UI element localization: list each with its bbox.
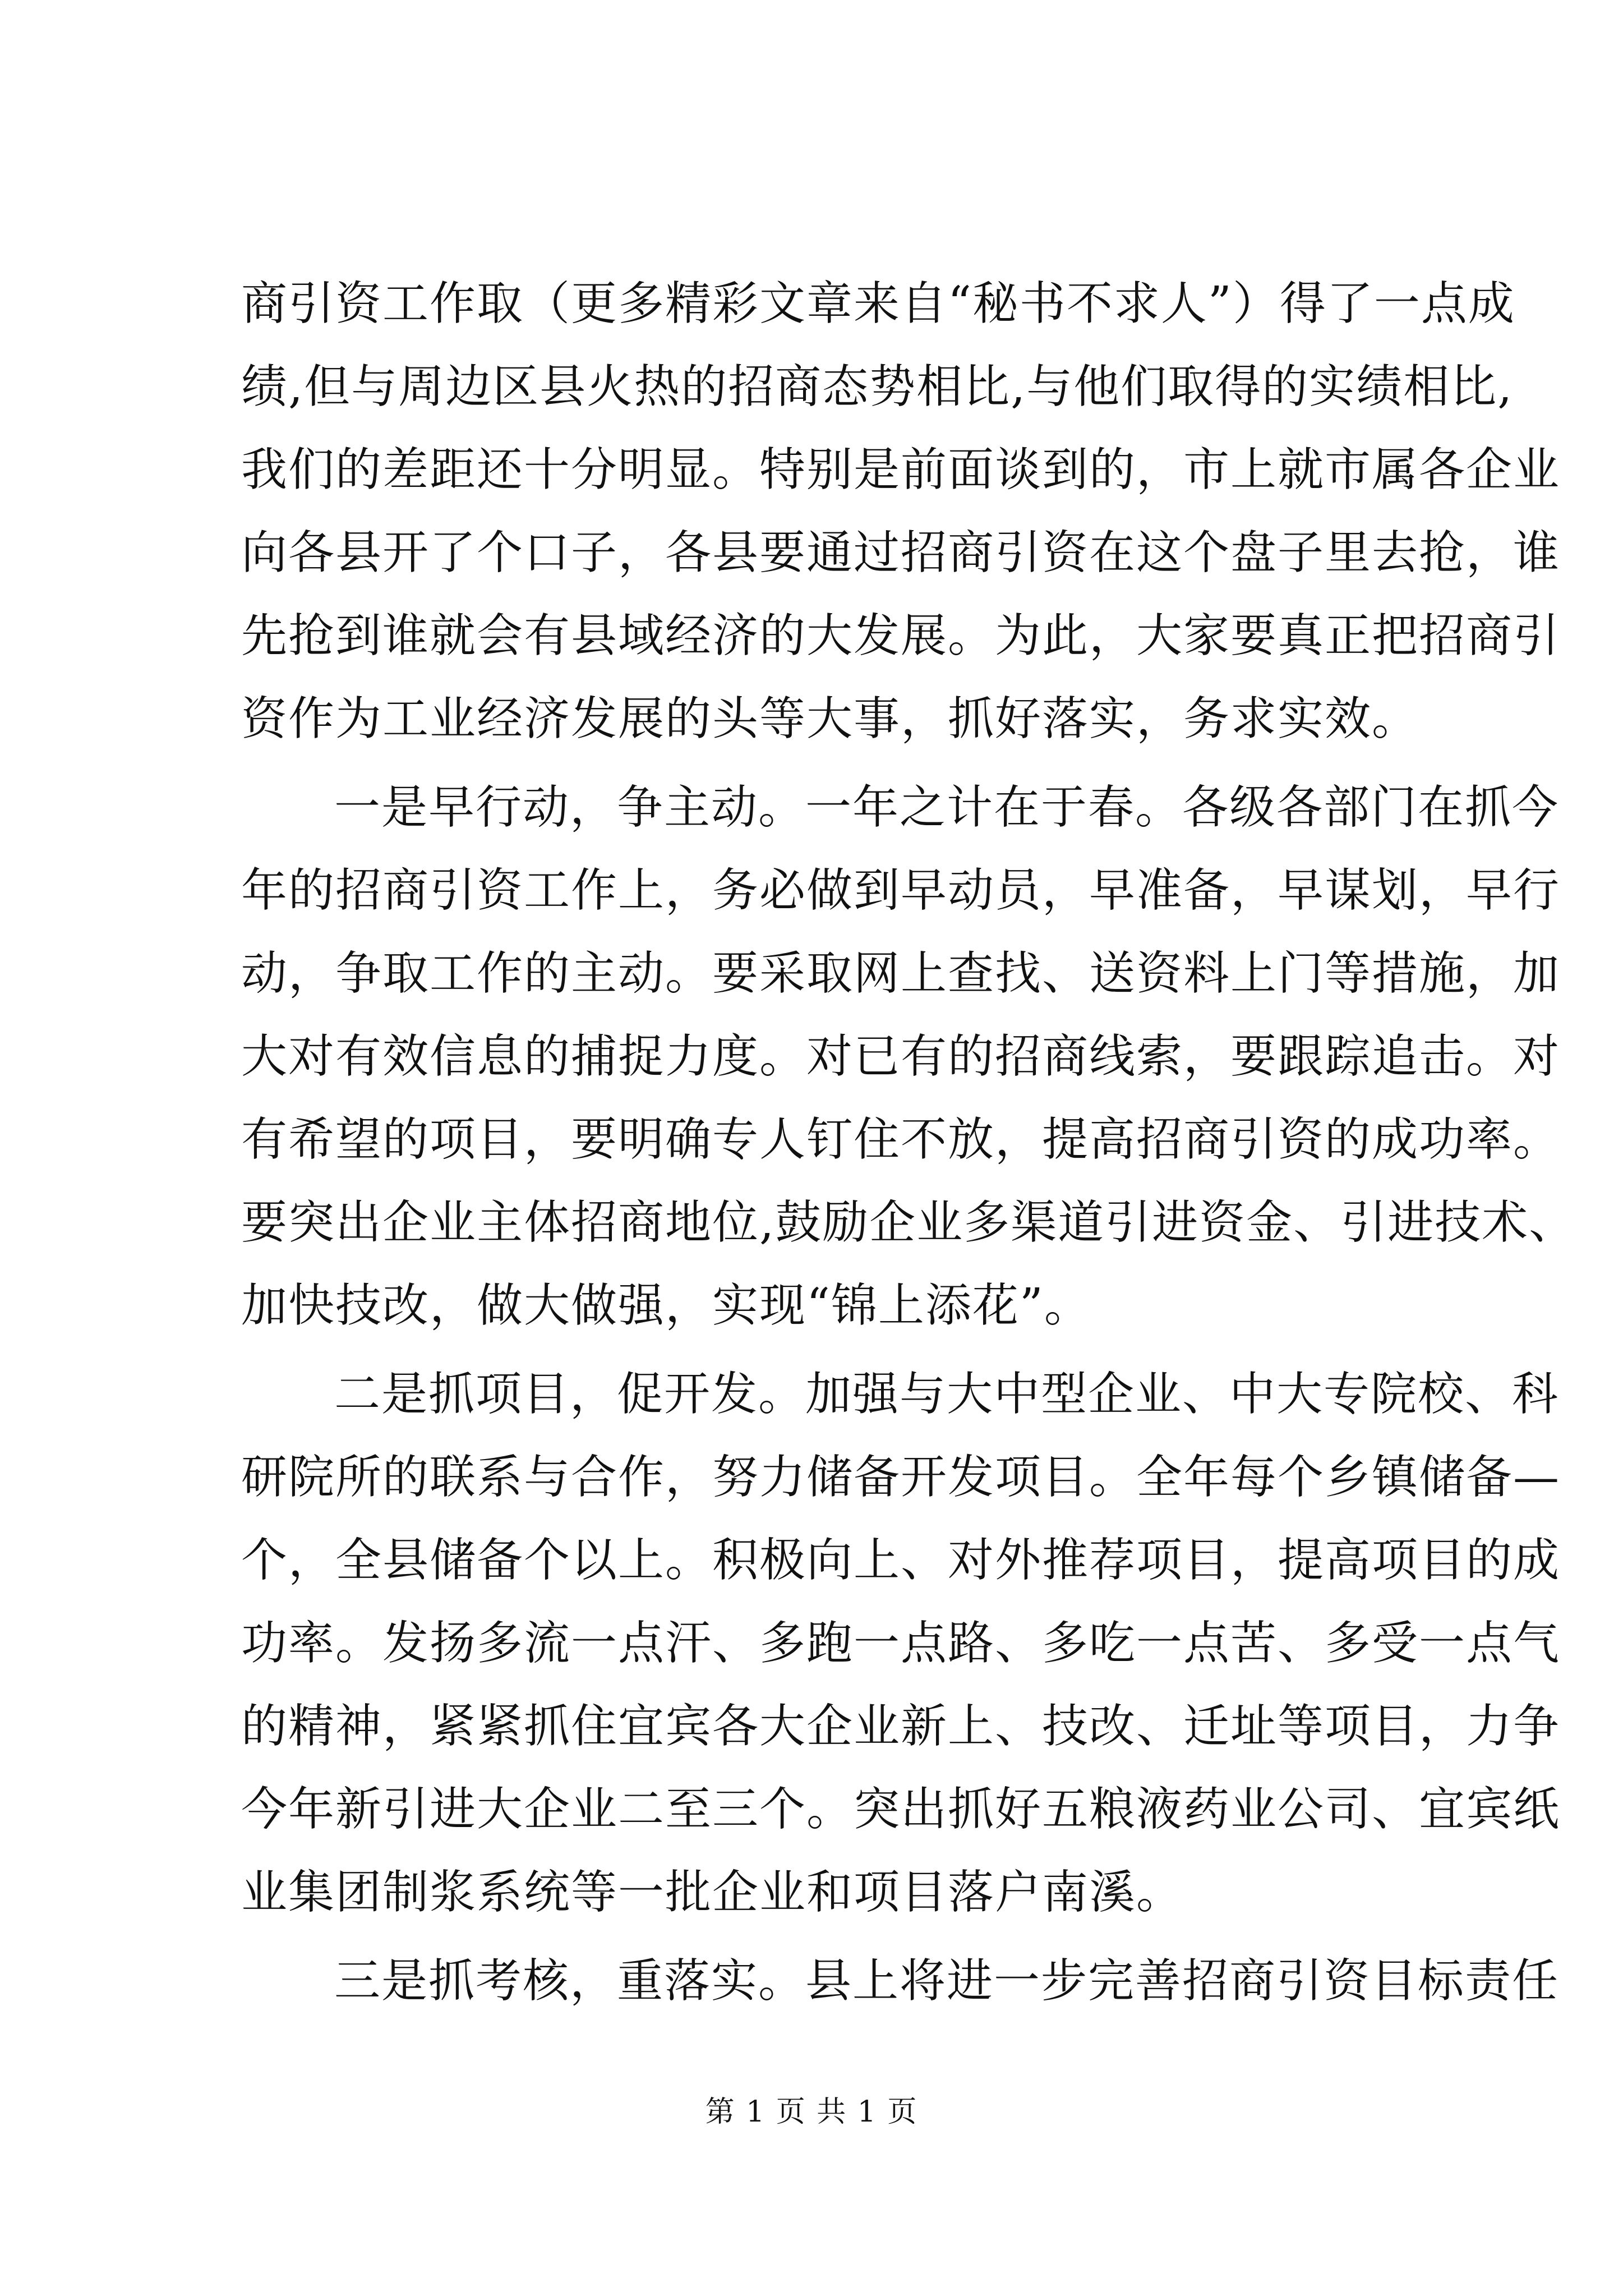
text-line: 有希望的项目，要明确专人钉住不放，提高招商引资的成功率。 — [241, 1113, 1561, 1166]
text-line: 加快技改，做大做强，实现“锦上添花”。 — [241, 1279, 1091, 1332]
text-line: 研院所的联系与合作，努力储备开发项目。全年每个乡镇储备— — [241, 1451, 1561, 1504]
paragraph-gap — [241, 1347, 1424, 1353]
text-line: 动，争取工作的主动。要采取网上查找、送资料上门等措施，加 — [241, 947, 1561, 1000]
paragraph-gap — [241, 1934, 1424, 1940]
text-line: 三是抓考核，重落实。县上将进一步完善招商引资目标责任 — [334, 1954, 1560, 2008]
page-number-footer: 第 1 页 共 1 页 — [705, 2095, 918, 2129]
text-line: 的精神，紧紧抓住宜宾各大企业新上、技改、迁址等项目，力争 — [241, 1700, 1561, 1753]
text-line: 功率。发扬多流一点汗、多跑一点路、多吃一点苦、多受一点气 — [241, 1617, 1561, 1670]
text-line: 先抢到谁就会有县域经济的大发展。为此，大家要真正把招商引 — [241, 609, 1561, 662]
text-line: 一是早行动，争主动。一年之计在于春。各级各部门在抓今 — [334, 781, 1560, 834]
text-line: 业集团制浆系统等一批企业和项目落户南溪。 — [241, 1866, 1184, 1919]
text-line: 绩,但与周边区县火热的招商态势相比,与他们取得的实绩相比, — [241, 360, 1514, 413]
text-line: 今年新引进大企业二至三个。突出抓好五粮液药业公司、宜宾纸 — [241, 1783, 1561, 1836]
body-text — [241, 263, 1576, 2023]
text-line: 资作为工业经济发展的头等大事，抓好落实，务求实效。 — [241, 692, 1419, 746]
text-line: 年的招商引资工作上，务必做到早动员，早准备，早谋划，早行 — [241, 864, 1561, 917]
text-line: 大对有效信息的捕捉力度。对已有的招商线索，要跟踪追击。对 — [241, 1030, 1561, 1083]
text-line: 向各县开了个口子，各县要通过招商引资在这个盘子里去抢，谁 — [241, 526, 1561, 579]
text-line: 我们的差距还十分明显。特别是前面谈到的，市上就市属各企业 — [241, 443, 1561, 496]
text-line: 商引资工作取（更多精彩文章来自“秘书不求人”）得了一点成 — [241, 277, 1515, 330]
text-line: 二是抓项目，促开发。加强与大中型企业、中大专院校、科 — [334, 1368, 1560, 1421]
text-line: 要突出企业主体招商地位,鼓励企业多渠道引进资金、引进技术、 — [241, 1196, 1576, 1249]
paragraph-gap — [241, 761, 1424, 766]
text-line: 个，全县储备个以上。积极向上、对外推荐项目，提高项目的成 — [241, 1534, 1561, 1587]
